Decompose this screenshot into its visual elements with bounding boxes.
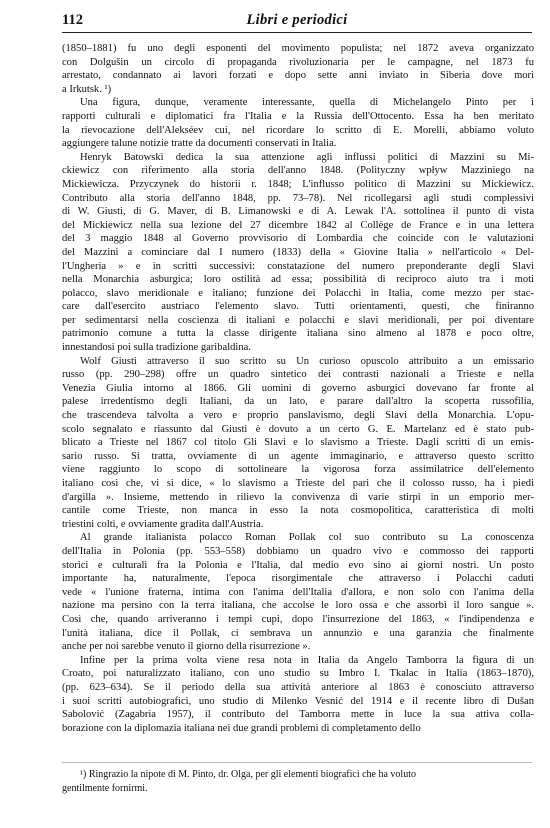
body-line: che trascendeva talvolta a vero e proprio panslavismo, degli Slavi della Monarchia. L'opu- (62, 410, 534, 422)
body-line: l'unità italiana, dice il Pollak, ci sembrava un annunzio e una garanzia che finalmente (62, 627, 534, 639)
body-line: anche per noi sarebbe venuto il giorno della risurrezione ». (62, 641, 311, 653)
body-line: russo (pp. 290–298) offre un quadro sintetico dei contrasti nazionali a Trieste e nella (62, 369, 534, 381)
body-line: cantile come Trieste, non manca in esso la nota cosmopolitica, caratteristica di molti (62, 505, 534, 517)
body-line: polacco, slavo meridionale e italiano; funzione dei Polacchi in Italia, come mezzo per stac- (62, 287, 534, 299)
body-line: (pp. 623–634). Se il periodo della sua attività anteriore al 1863 è conosciuto attraverso (62, 681, 534, 693)
body-line: blicato a Trieste nel 1867 col titolo Gli Slavi e lo slavismo a Trieste. Dagli scritti di un emis- (62, 437, 534, 449)
body-line: palese irredentismo degli Italiani, da un lato, e parare dall'altro la scoperta russofilia, (62, 396, 534, 408)
body-line: Venezia Giulia intorno al 1866. Gli uomini di governo asburgici dovevano far fronte al (62, 382, 534, 394)
body-line: del Mazzini a cominciare dal I numero (1833) della « Giovine Italia » nell'articolo « Del- (62, 246, 534, 258)
page-number: 112 (62, 12, 83, 28)
body-line: Al grande italianista polacco Roman Pollak col suo contributo su La conoscenza (80, 532, 534, 544)
body-text (62, 42, 534, 735)
body-line: innestandosi poi sulla tradizione garibaldina. (62, 342, 251, 354)
body-line: vede « l'unione fraterna, intima con l'anima dell'Italia d'allora, e non solo con l'anima della (62, 586, 534, 598)
body-line: di W. Giusti, di G. Maver, di B. Limanowski e di A. Lewak l'A. sottolinea il punto di vista (62, 206, 534, 218)
body-line: Una figura, dunque, veramente interessante, quella di Michelangelo Pinto per i (80, 97, 534, 109)
body-line: del 3 maggio 1848 al Governo provvisorio di Lombardia che coincide con le valutazioni (62, 233, 534, 245)
body-line: l'Ungheria » e in scritti successivi: constatazione del numero preponderante degli Slavi (62, 260, 534, 272)
body-line: (1850–1881) fu uno degli esponenti del movimento populista; nel 1872 aveva organizzato (62, 43, 534, 54)
body-line: per sedimentarsi nella coscienza di italiani e polacchi e slavi meridionali, per poi diventare (62, 314, 534, 326)
body-line: dell'Italia in Polonia (pp. 553–558) dobbiamo un quadro vivo e commosso dei rapporti (62, 545, 534, 557)
body-line: sario russo. Si tratta, ovviamente di un agente immaginario, e attraverso questo scritto (62, 450, 534, 462)
body-line: viene raggiunto lo scopo di sottolineare la vigorosa forza assimilatrice dell'elemento (62, 464, 534, 476)
body-line: Henryk Batowski dedica la sua attenzione agli influssi politici di Mazzini su Mi- (80, 151, 534, 163)
body-line: arrestato, condannato ai lavori forzati e dopo sette anni inviato in Siberia dove morì (62, 70, 534, 82)
body-line: nella Monarchia asburgica; loro ostilità ad essa; possibilità di reciproco aiuto tra i moti (62, 274, 534, 286)
body-line: Sabolović (Zagabria 1957), il contributo del Tamborra mette in luce la sua attiva colla- (62, 709, 534, 721)
body-line: italiano così che, vi si dice, « lo slavismo a Trieste del pari che il colosso russo, ha i piedi (62, 478, 534, 489)
body-line: ckiewicz con riferimento alla storia dell'anno 1848. (Polityczny wpływ Mazziniego na (62, 165, 534, 177)
body-line: patrimonio comune a tutta la classe dirigente italiana sino almeno al 1878 e poco oltre, (62, 328, 534, 340)
page-header (62, 12, 532, 33)
body-line: Wolf Giusti attraverso il suo scritto su Un curioso opuscolo attribuito a un emissario (80, 355, 534, 367)
running-title: Libri e periodici (246, 12, 348, 28)
footnote-line: gentilmente fornirmi. (62, 782, 148, 794)
footnote-divider (62, 762, 532, 763)
body-line: Così che, quando arriveranno i tempi cupi, dopo l'insurrezione del 1863, « l'indipendenza e (62, 613, 534, 625)
body-line: con Dolgušin un circolo di propaganda rivoluzionaria per le campagne, nel 1873 fu (62, 56, 534, 68)
body-line: scolo segnalato e riassunto dal Giusti è dovuto a un certo G. E. Martelanz ed è stato pub- (62, 423, 534, 435)
body-line: Croato, poi naturalizzato italiano, con uno studio su Imbro I. Tkalac in Italia (1863–1870), (62, 668, 534, 680)
footnote-line: ¹) Ringrazio la nipote di M. Pinto, dr. Olga, per gli elementi biografici che ha voluto (80, 769, 416, 780)
body-line: la rievocazione dell'Alekséev cui, nel ricordare lo scritto di E. Morelli, abbiamo voluto (62, 124, 534, 136)
body-line: a Irkutsk. ¹) (62, 83, 112, 95)
body-line: care dall'esercito austriaco l'elemento slavo. Tutti orientamenti, questi, che finiranno (62, 301, 534, 313)
body-line: Mickiewicza. Przyczynek do historii r. 1848; L'influsso politico di Mazzini su Mickiewicz. (62, 178, 534, 190)
body-line: importante ha, naturalmente, l'epoca risorgimentale che attraverso i Polacchi caduti (62, 573, 534, 585)
body-line: aggiungere talune notizie tratte da documenti conservati in Italia. (62, 138, 337, 150)
body-line: rapporti culturali e diplomatici fra l'Italia e la Russia dell'Ottocento. Essa ha ben meritato (62, 110, 534, 122)
body-line: Contributo alla storia dell'anno 1848, pp. 73–78). Nel ricollegarsi agli studi complessivi (62, 192, 534, 204)
body-line: d'argilla ». Insieme, mettendo in rilievo la convivenza di varie stirpi in un emporio mer- (62, 491, 534, 503)
body-line: nazione ma persino con la terra italiana, che accolse le loro ossa e che assorbì il loro sangue ». (62, 600, 534, 612)
body-line: storici e culturali fra la Polonia e l'Italia, dal medio evo sino ai giorni nostri. Un posto (62, 559, 534, 571)
body-line: i suoi scritti autobiografici, uno studio di Milenko Vesnić del 1914 e il recente libro di Dušan (62, 695, 534, 707)
footnote (62, 768, 534, 795)
body-line: Infine per la prima volta viene resa nota in Italia da Angelo Tamborra la figura di un (80, 654, 534, 666)
body-line: borazione con la diplomazia italiana nei due grandi problemi di completamento dello (62, 722, 421, 734)
body-line: triestini colti, e ovviamente gradita dall'Austria. (62, 518, 264, 530)
body-line: del Mickiewicz nella sua lezione del 27 dicembre 1842 al Collège de France e in una lettera (62, 219, 534, 231)
